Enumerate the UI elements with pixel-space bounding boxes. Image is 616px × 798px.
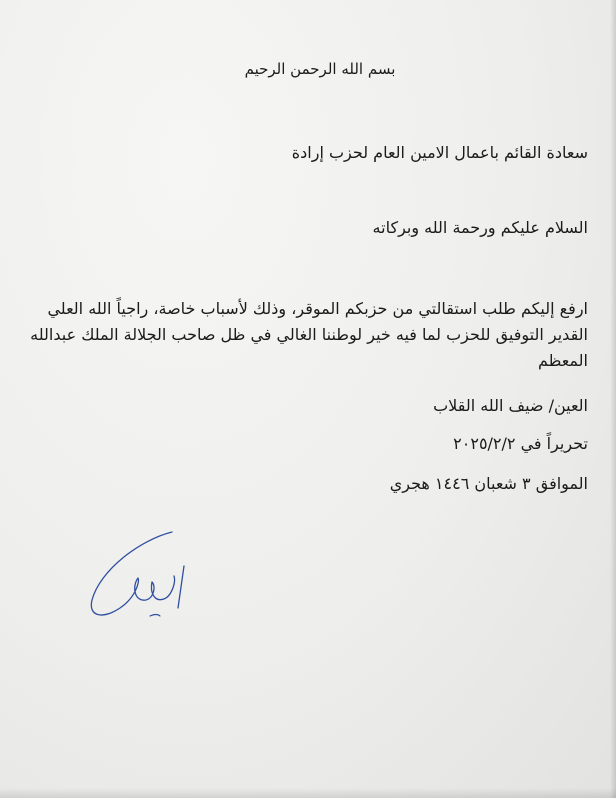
signature-stroke xyxy=(91,532,184,615)
paper-bottom-shadow xyxy=(0,788,616,798)
date-hijri: الموافق ٣ شعبان ١٤٤٦ هجري xyxy=(389,474,588,493)
addressee-line: سعادة القائم باعمال الامين العام لحزب إرادة xyxy=(291,143,588,162)
signer-name: العين/ ضيف الله القلاب xyxy=(433,396,588,415)
letter xyxy=(28,0,588,798)
letter-body: ارفع إليكم طلب استقالتي من حزبكم الموقر، وذلك لأسباب خاصة، راجياً الله العلي القدير التوفيق للحزب لما فيه خير لوطننا الغالي في ظل صاحب الجلالة الملك عبدالله المعظم xyxy=(30,299,588,370)
basmala: بسم الله الرحمن الرحيم xyxy=(244,60,396,78)
signature-stroke-2 xyxy=(150,615,160,617)
signature xyxy=(80,520,220,630)
greeting-line: السلام عليكم ورحمة الله وبركاته xyxy=(372,218,588,237)
paper-edge-shadow xyxy=(610,0,616,798)
date-gregorian: تحريراً في ٢٠٢٥/٢/٢ xyxy=(453,434,588,453)
